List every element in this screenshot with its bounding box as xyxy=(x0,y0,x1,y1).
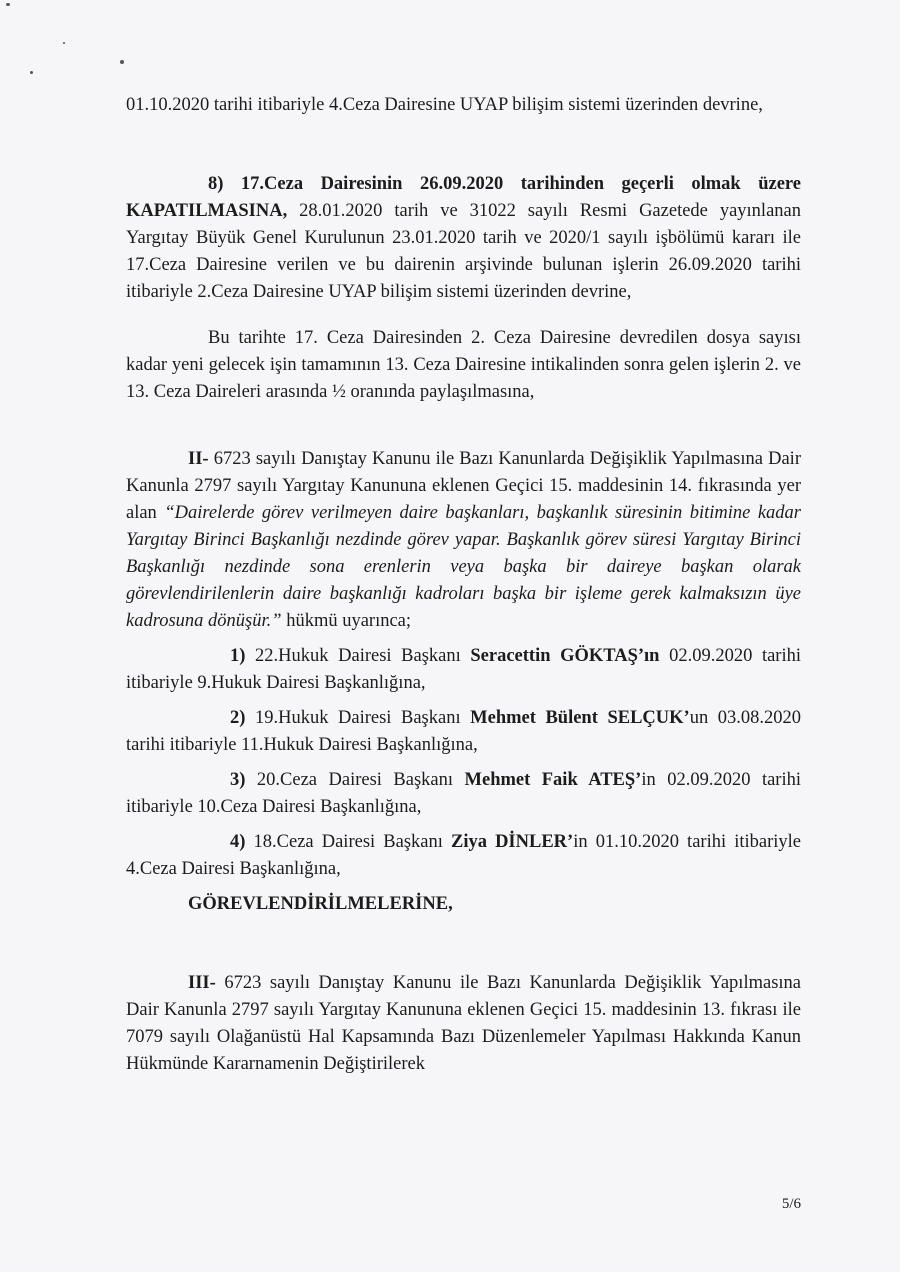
section-number: III- xyxy=(188,973,216,993)
list-item: 1) 22.Hukuk Dairesi Başkanı Seracettin GÖKTAŞ’ın 02.09.2020 tarihi itibariyle 9.Hukuk Dairesi Başkanlığına, xyxy=(126,646,801,693)
scan-speck xyxy=(63,42,65,44)
person-name: Mehmet Bülent SELÇUK’ xyxy=(470,708,690,728)
list-item: 4) 18.Ceza Dairesi Başkanı Ziya DİNLER’in 01.10.2020 tarihi itibariyle 4.Ceza Dairesi Başkanlığına, xyxy=(126,832,801,879)
person-name: Ziya DİNLER’ xyxy=(450,832,574,852)
page-number: 5/6 xyxy=(781,1196,801,1212)
law-quote: “Dairelerde görev verilmeyen daire başkanları, başkanlık süresinin bitimine kadar Yargıtay Birinci Başkanlığı nezdinde görev yapar. Başkanlık görev süresi Yargıtay Birinci Başkanlığı nezdinde sona erenlerin veya başka bir daireye başkan olarak görevlendirilenlerin daire başkanlığı kadroları başka bir işleme gerek kalmaksızın üye kadrosuna dönüşür.” xyxy=(126,503,801,631)
paragraph-section-ii: II- 6723 sayılı Danıştay Kanunu ile Bazı Kanunlarda Değişiklik Yapılmasına Dair Kanunla 2797 sayılı Yargıtay Kanununa eklenen Geçici 15. maddesinin 14. fıkrasında yer alan “Dairelerde görev verilmeyen daire başkanları, başkanlık süresinin bitimine kadar Yargıtay Birinci Başkanlığı nezdinde görev yapar. Başkanlık görev süresi Yargıtay Birinci Başkanlığı nezdinde sona erenlerin veya başka bir daireye başkan olarak görevlendirilenlerin daire başkanlığı kadroları başka bir işleme gerek kalmaksızın üye kadrosuna dönüşür.” hükmü uyarınca; xyxy=(126,449,801,631)
conclusion-heading: GÖREVLENDİRİLMELERİNE, xyxy=(188,894,453,914)
list-item: 3) 20.Ceza Dairesi Başkanı Mehmet Faik ATEŞ’in 02.09.2020 tarihi itibariyle 10.Ceza Dairesi Başkanlığına, xyxy=(126,770,801,817)
scan-speck xyxy=(30,71,33,74)
person-name: Seracettin GÖKTAŞ’ın xyxy=(470,646,660,666)
scan-speck xyxy=(6,3,10,6)
paragraph-item-8: 8) 17.Ceza Dairesinin 26.09.2020 tarihinden geçerli olmak üzere KAPATILMASINA, 28.01.2020 tarih ve 31022 sayılı Resmi Gazetede yayınlanan Yargıtay Büyük Genel Kurulunun 23.01.2020 tarih ve 2020/1 sayılı işbölümü kararı ile 17.Ceza Dairesine verilen ve bu dairenin arşivinde bulunan işlerin 26.09.2020 tarihi itibariyle 2.Ceza Dairesine UYAP bilişim sistemi üzerinden devrine, xyxy=(126,174,801,302)
person-name: Mehmet Faik ATEŞ’ xyxy=(464,770,642,790)
paragraph-section-iii: III- 6723 sayılı Danıştay Kanunu ile Bazı Kanunlarda Değişiklik Yapılmasına Dair Kanunla 2797 sayılı Yargıtay Kanununa eklenen Geçici 15. maddesinin 13. fıkrası ile 7079 sayılı Olağanüstü Hal Kapsamında Bazı Düzenlemeler Yapılması Hakkında Kanun Hükmünde Kararnamenin Değiştirilerek xyxy=(126,973,801,1074)
paragraph-devrine-4-ceza: 01.10.2020 tarihi itibariyle 4.Ceza Dairesine UYAP bilişim sistemi üzerinden devrine, xyxy=(126,95,763,115)
scan-speck xyxy=(120,60,124,64)
section-number: II- xyxy=(188,449,209,469)
paragraph-transfer-ratio: Bu tarihte 17. Ceza Dairesinden 2. Ceza Dairesine devredilen dosya sayısı kadar yeni gelecek işin tamamının 13. Ceza Dairesine intikalinden sonra gelen işlerin 2. ve 13. Ceza Daireleri arasında ½ oranında paylaşılmasına, xyxy=(126,328,801,402)
document-body xyxy=(126,92,801,1078)
item-number: 8) xyxy=(208,174,241,194)
list-item: 2) 19.Hukuk Dairesi Başkanı Mehmet Bülent SELÇUK’un 03.08.2020 tarihi itibariyle 11.Hukuk Dairesi Başkanlığına, xyxy=(126,708,801,755)
bold-clause: 17.Ceza Dairesinin 26.09.2020 tarihinden geçerli olmak üzere KAPATILMASINA, xyxy=(126,174,801,221)
